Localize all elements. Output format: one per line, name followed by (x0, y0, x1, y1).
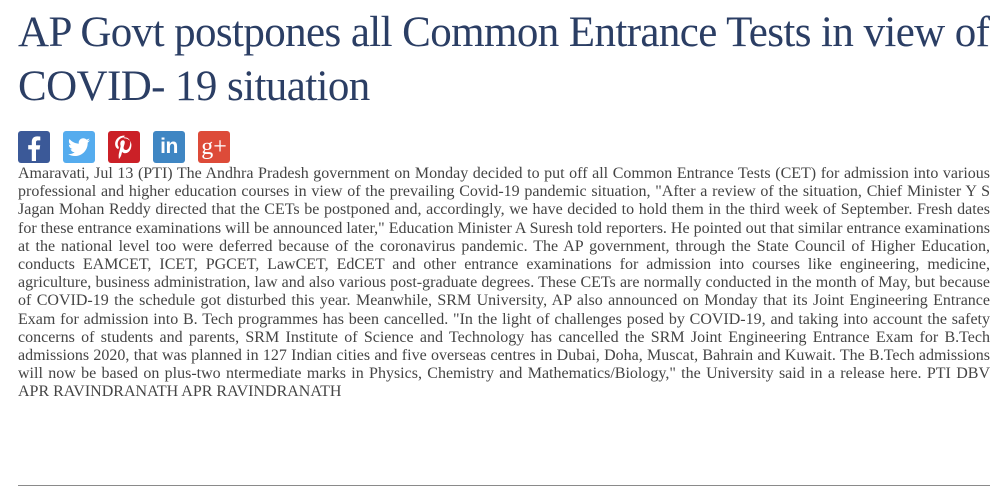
article-title: AP Govt postpones all Common Entrance Tests in view of COVID- 19 situation (18, 9, 990, 110)
share-linkedin-button[interactable] (153, 131, 185, 163)
article (18, 0, 990, 402)
divider (18, 485, 990, 486)
article-body: Amaravati, Jul 13 (PTI) The Andhra Pradesh government on Monday decided to put off all Common Entrance Tests (CET) for admission into various professional and higher education courses in view of the prevailing Covid-19 pandemic situation, "After a review of the situation, Chief Minister Y S Jagan Mohan Reddy directed that the CETs be postponed and, accordingly, we have decided to hold them in the third week of September. Fresh dates for these entrance examinations will be announced later," Education Minister A Suresh told reporters. He pointed out that similar entrance examinations at the national level too were deferred because of the coronavirus pandemic. The AP government, through the State Council of Higher Education, conducts EAMCET, ICET, PGCET, LawCET, EdCET and other entrance examinations for admission into courses like engineering, medicine, agriculture, business administration, law and also various post-graduate degrees. These CETs are normally conducted in the month of May, but because of COVID-19 the schedule got disturbed this year. Meanwhile, SRM University, AP also announced on Monday that its Joint Engineering Entrance Exam for admission into B. Tech programmes has been cancelled. "In the light of challenges posed by COVID-19, and taking into account the safety concerns of students and parents, SRM Institute of Science and Technology has cancelled the SRM Joint Engineering Entrance Exam for B.Tech admissions 2020, that was planned in 127 Indian cities and five overseas centres in Dubai, Doha, Muscat, Bahrain and Kuwait. The B.Tech admissions will now be based on plus-two ntermediate marks in Physics, Chemistry and Mathematics/Biology," the University said in a release here. PTI DBV APR RAVINDRANATH APR RAVINDRANATH (18, 165, 990, 401)
google-plus-icon: g+ (201, 134, 227, 160)
linkedin-icon: in (160, 135, 178, 158)
share-google-plus-button[interactable] (198, 131, 230, 163)
pinterest-icon (108, 131, 140, 163)
share-facebook-button[interactable] (18, 131, 50, 163)
share-pinterest-button[interactable] (108, 131, 140, 163)
share-bar (18, 131, 990, 163)
facebook-icon (18, 131, 50, 163)
share-twitter-button[interactable] (63, 131, 95, 163)
twitter-icon (63, 131, 95, 163)
